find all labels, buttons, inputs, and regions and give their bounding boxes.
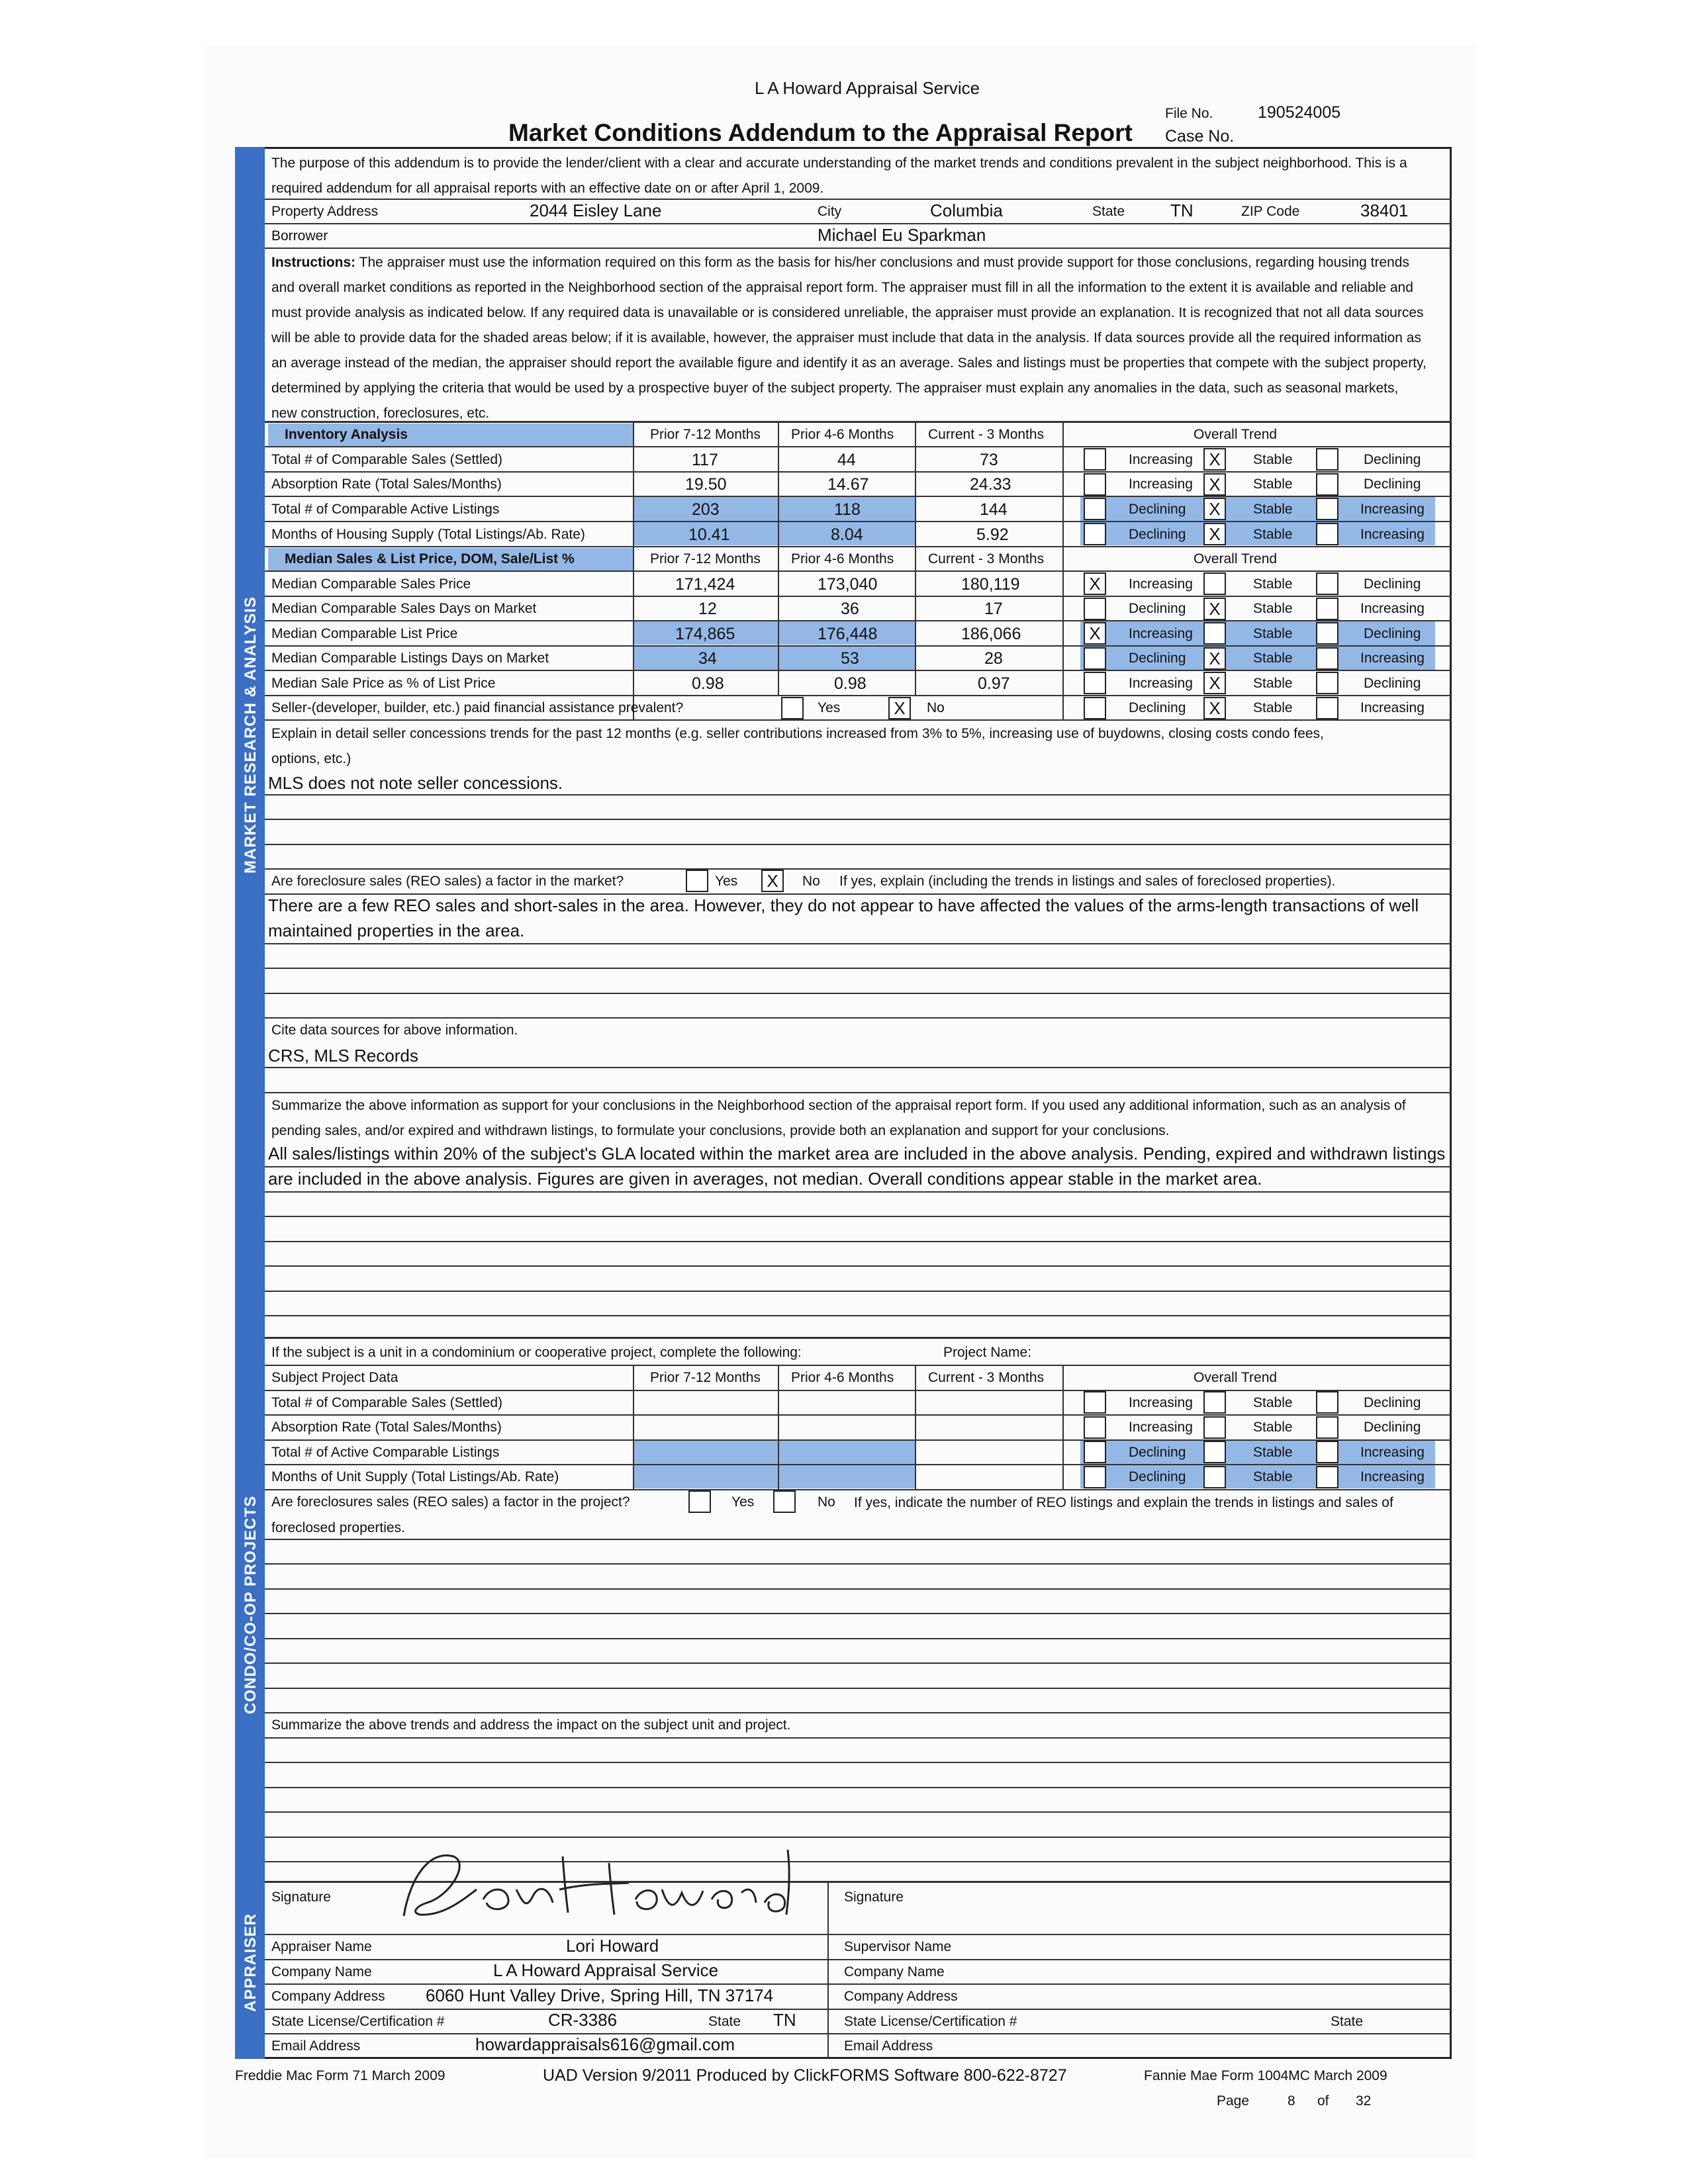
page-number: 8 [1288, 2093, 1295, 2109]
trend-checkbox[interactable]: X [1203, 672, 1226, 694]
col-rule [915, 421, 916, 695]
property-zip[interactable]: 38401 [1360, 201, 1409, 220]
condo-summarize-label: Summarize the above trends and address the impact on the subject unit and project. [271, 1717, 791, 1733]
trend-checkbox[interactable] [1203, 1466, 1226, 1488]
col-header: Prior 7-12 Months [650, 551, 761, 567]
value-cell[interactable]: 73 [980, 451, 998, 469]
rule [265, 695, 1452, 696]
trend-label: Increasing [1129, 477, 1193, 492]
trend-checkbox[interactable] [1316, 473, 1338, 496]
inventory-title: Inventory Analysis [285, 427, 408, 442]
seller-yes-checkbox[interactable] [781, 697, 804, 719]
value-cell[interactable]: 34 [698, 649, 717, 668]
condo-reo-explain: If yes, indicate the number of REO listings and explain the trends in listings and sales of foreclosed properties. [271, 1495, 1393, 1535]
trend-label: Stable [1253, 651, 1293, 666]
trend-label: Increasing [1360, 651, 1425, 666]
value-cell[interactable]: 176,448 [818, 625, 878, 643]
value-cell[interactable]: 12 [698, 600, 717, 618]
value-cell[interactable]: 53 [841, 649, 859, 668]
trend-checkbox[interactable]: X [1203, 598, 1226, 620]
trend-label: Stable [1253, 502, 1293, 517]
col-header: Overall Trend [1194, 1370, 1278, 1385]
trend-label: Increasing [1360, 502, 1425, 517]
rule [265, 570, 1452, 572]
trend-checkbox[interactable]: X [1084, 572, 1106, 595]
trend-label: Declining [1129, 700, 1186, 715]
address-label: Property Address [271, 204, 379, 219]
rule [265, 248, 1452, 249]
row-label: Absorption Rate (Total Sales/Months) [271, 477, 502, 492]
seller-label: Seller-(developer, builder, etc.) paid financial assistance prevalent? [271, 700, 684, 715]
col-rule [1062, 421, 1064, 719]
footer-left: Freddie Mac Form 71 March 2009 [235, 2068, 445, 2083]
col-header: Overall Trend [1194, 551, 1278, 567]
value-cell[interactable]: 171,424 [675, 575, 735, 594]
trend-checkbox[interactable] [1084, 647, 1106, 670]
value-cell[interactable]: 173,040 [818, 575, 878, 594]
condo-reo-yes-label: Yes [731, 1494, 755, 1510]
reo-answer[interactable]: There are a few REO sales and short-sales in the area. However, they do not appear to have affected the values of the arms-length transactions of well maintained properties in the area. [268, 895, 1419, 940]
trend-checkbox[interactable] [1316, 1391, 1338, 1414]
appraiser-sidebar-label: APPRAISER [242, 1913, 259, 2012]
trend-checkbox[interactable]: X [1084, 622, 1106, 645]
rule [265, 1762, 1452, 1763]
trend-label: Declining [1364, 1395, 1421, 1410]
trend-checkbox[interactable] [1203, 622, 1226, 645]
trend-checkbox[interactable] [1084, 498, 1106, 520]
trend-checkbox[interactable] [1316, 622, 1338, 645]
col-rule [1062, 1365, 1064, 1489]
rule [265, 1241, 1452, 1242]
trend-checkbox[interactable] [1316, 572, 1338, 595]
instructions-text: The appraiser must use the information required on this form as the basis for his/her conclusions and must provide support for those conclusions, regarding housing trends and overall market conditions as reported in the Neighborhood section of the appraisal report form. The appraiser must fill in all the information to the extent it is available and reliable and must provide analysis as indicated below. If any required data is unavailable or is considered unreliable, the appraiser must provide an explanation. It is recognized that not all data sources will be able to provide data for the shaded areas below; if it is available, however, the appraiser must include that data in the analysis. If data sources provide all the required information as an average instead of the median, the appraiser should report the available figure and identify it as an average. Sales and listings must be properties that compete with the subject property, determined by applying the criteria that would be used by a prospective buyer of the subject property. The appraiser must explain any anomalies in the data, such as seasonal markets, new construction, foreclosures, etc. [271, 255, 1427, 421]
trend-checkbox[interactable] [1203, 572, 1226, 595]
trend-label: Stable [1253, 700, 1293, 715]
value-cell[interactable]: 0.98 [834, 674, 867, 693]
appraiser-name-label: Appraiser Name [271, 1939, 372, 1954]
rule [265, 1390, 1452, 1391]
rule [265, 596, 1452, 597]
trend-checkbox[interactable] [1316, 598, 1338, 620]
subject-project-label: Subject Project Data [271, 1370, 399, 1385]
trend-label: Increasing [1129, 676, 1193, 691]
rule [265, 496, 1452, 497]
rule [265, 1688, 1452, 1689]
trend-checkbox[interactable] [1316, 1466, 1338, 1488]
page-of-label: of [1317, 2093, 1329, 2109]
value-cell[interactable]: 19.50 [685, 475, 727, 494]
row-label: Total # of Comparable Sales (Settled) [271, 1395, 503, 1410]
market-sidebar-label: MARKET RESEARCH & ANALYSIS [242, 596, 259, 874]
trend-label: Stable [1253, 626, 1293, 641]
value-cell[interactable]: 8.04 [831, 525, 863, 544]
trend-label: Increasing [1129, 1420, 1193, 1435]
concessions-answer[interactable]: MLS does not note seller concessions. [268, 773, 563, 793]
value-cell[interactable]: 10.41 [688, 525, 730, 544]
value-cell[interactable]: 28 [984, 649, 1003, 668]
trend-checkbox[interactable] [1316, 523, 1338, 545]
trend-checkbox[interactable] [1316, 672, 1338, 694]
file-no-label: File No. [1165, 106, 1213, 121]
col-header: Overall Trend [1194, 427, 1278, 442]
reo-no-checkbox[interactable]: X [761, 870, 784, 892]
page-label: Page [1217, 2093, 1250, 2109]
rule [265, 546, 1452, 547]
trend-checkbox[interactable] [1084, 473, 1106, 496]
property-state[interactable]: TN [1170, 201, 1194, 220]
col-rule [915, 1365, 916, 1489]
row-label: Total # of Comparable Active Listings [271, 502, 500, 517]
trend-label: Stable [1253, 452, 1293, 467]
property-city[interactable]: Columbia [930, 201, 1003, 220]
trend-checkbox[interactable] [1203, 1391, 1226, 1414]
trend-checkbox[interactable] [1084, 1391, 1106, 1414]
trend-checkbox[interactable] [1316, 498, 1338, 520]
col-header: Prior 4-6 Months [791, 1370, 894, 1385]
trend-label: Declining [1129, 1469, 1186, 1484]
rule [265, 1315, 1452, 1316]
rule [265, 1365, 1452, 1366]
rule [265, 223, 1452, 224]
row-label: Median Comparable List Price [271, 626, 458, 641]
col-header: Prior 4-6 Months [791, 427, 894, 442]
trend-checkbox[interactable]: X [1203, 523, 1226, 545]
trend-label: Declining [1364, 1420, 1421, 1435]
rule [265, 1439, 1452, 1441]
company-address-label: Company Address [271, 1989, 385, 2004]
supervisor-address-label: Company Address [844, 1989, 958, 2004]
col-header: Prior 4-6 Months [791, 551, 894, 567]
row-label: Median Comparable Sales Price [271, 576, 471, 592]
trend-checkbox[interactable] [1316, 448, 1338, 471]
appraiser-state[interactable]: TN [773, 2010, 796, 2030]
trend-label: Increasing [1360, 1445, 1425, 1460]
rule [265, 670, 1452, 671]
footer-right: Fannie Mae Form 1004MC March 2009 [1144, 2068, 1387, 2083]
condo-intro: If the subject is a unit in a condominium or cooperative project, complete the following: [271, 1345, 802, 1360]
license[interactable]: CR-3386 [548, 2010, 618, 2030]
trend-checkbox[interactable] [1316, 1416, 1338, 1439]
trend-label: Increasing [1360, 601, 1425, 616]
col-header: Current - 3 Months [928, 1370, 1045, 1385]
condo-sidebar-label: CONDO/CO-OP PROJECTS [242, 1495, 259, 1714]
trend-label: Declining [1129, 527, 1186, 542]
trend-label: Stable [1253, 527, 1293, 542]
col-header: Current - 3 Months [928, 551, 1045, 567]
list-dom-shade [633, 646, 915, 670]
trend-label: Stable [1253, 1445, 1293, 1460]
trend-checkbox[interactable] [1203, 1441, 1226, 1463]
rule [265, 1337, 1452, 1339]
company-name[interactable]: L A Howard Appraisal Service [493, 1960, 719, 1980]
rule [265, 1983, 1452, 1985]
col-header: Prior 7-12 Months [650, 1370, 761, 1385]
page-total: 32 [1356, 2093, 1372, 2109]
trend-label: Declining [1129, 651, 1186, 666]
trend-label: Stable [1253, 1420, 1293, 1435]
instructions-label: Instructions: [271, 255, 356, 270]
rule [265, 943, 1452, 944]
trend-label: Increasing [1129, 452, 1193, 467]
col-header: Current - 3 Months [928, 427, 1045, 442]
row-label: Absorption Rate (Total Sales/Months) [271, 1420, 502, 1435]
trend-label: Declining [1364, 477, 1421, 492]
trend-label: Increasing [1129, 1395, 1193, 1410]
col-rule [827, 1881, 829, 2059]
value-cell[interactable]: 36 [841, 600, 859, 618]
rule [265, 1216, 1452, 1217]
value-cell[interactable]: 144 [980, 500, 1008, 519]
trend-label: Stable [1253, 676, 1293, 691]
rule [265, 1588, 1452, 1590]
signature-graphic [391, 1837, 821, 1936]
reo-yes-checkbox[interactable] [686, 870, 708, 892]
reo-yes-label: Yes [715, 874, 738, 889]
rule [265, 1959, 1452, 1960]
value-cell[interactable]: 203 [692, 500, 720, 519]
appraiser-name[interactable]: Lori Howard [566, 1936, 659, 1956]
rule [265, 1712, 1452, 1713]
license-label: State License/Certification # [271, 2014, 445, 2029]
rule [265, 868, 1452, 870]
rule [265, 1662, 1452, 1664]
trend-checkbox[interactable] [1084, 672, 1106, 694]
rule [265, 794, 1452, 796]
rule [265, 1017, 1452, 1019]
appraiser-signature[interactable] [391, 1837, 821, 1936]
col-header: Prior 7-12 Months [650, 427, 761, 442]
supervisor-state-label: State [1331, 2014, 1364, 2029]
state-label: State [1092, 204, 1125, 219]
supervisor-email-label: Email Address [844, 2038, 933, 2054]
rule [265, 1464, 1452, 1465]
reo-no-label: No [802, 874, 820, 889]
seller-yes-label: Yes [818, 700, 841, 715]
rule [265, 1265, 1452, 1267]
company-address[interactable]: 6060 Hunt Valley Drive, Spring Hill, TN 37174 [426, 1985, 774, 2005]
row-label: Median Sale Price as % of List Price [271, 676, 496, 691]
rule [265, 1414, 1452, 1416]
rule [265, 968, 1452, 969]
rule [265, 719, 1452, 721]
seller-no-label: No [927, 700, 945, 715]
form-title: Market Conditions Addendum to the Appraisal Report [508, 119, 1133, 146]
median-title: Median Sales & List Price, DOM, Sale/List % [285, 551, 575, 567]
rule [265, 844, 1452, 845]
trend-checkbox[interactable] [1203, 1416, 1226, 1439]
trend-checkbox[interactable] [1084, 523, 1106, 545]
value-cell[interactable]: 174,865 [675, 625, 735, 643]
trend-checkbox[interactable]: X [1203, 697, 1226, 719]
company-header: L A Howard Appraisal Service [755, 78, 980, 98]
trend-label: Stable [1253, 601, 1293, 616]
value-cell[interactable]: 17 [984, 600, 1003, 618]
trend-label: Declining [1129, 1445, 1186, 1460]
trend-label: Declining [1364, 576, 1421, 592]
borrower[interactable]: Michael Eu Sparkman [818, 225, 986, 245]
company-name-label: Company Name [271, 1964, 372, 1979]
value-cell[interactable]: 44 [837, 451, 856, 469]
rule [265, 2009, 1452, 2010]
rule [265, 1811, 1452, 1813]
email[interactable]: howardappraisals616@gmail.com [475, 2034, 735, 2054]
trend-label: Increasing [1129, 576, 1193, 592]
trend-label: Stable [1253, 477, 1293, 492]
purpose-text: The purpose of this addendum is to provide the lender/client with a clear and accurate understanding of the market trends and conditions prevalent in the subject neighborhood. This is a required addendum for all appraisal reports with an effective date on or after April 1, 2009. [271, 156, 1407, 196]
supervisor-name-label: Supervisor Name [844, 1939, 952, 1954]
trend-checkbox[interactable] [1316, 647, 1338, 670]
trend-checkbox[interactable] [1084, 697, 1106, 719]
row-label: Months of Unit Supply (Total Listings/Ab. Rate) [271, 1469, 559, 1484]
sources-answer[interactable]: CRS, MLS Records [268, 1046, 418, 1066]
row-label: Median Comparable Listings Days on Market [271, 651, 549, 666]
value-cell[interactable]: 14.67 [827, 475, 869, 494]
row-label: Months of Housing Supply (Total Listings/Ab. Rate) [271, 527, 585, 542]
reo-explain: If yes, explain (including the trends in listings and sales of foreclosed properties). [839, 874, 1336, 889]
trend-checkbox[interactable]: X [1203, 647, 1226, 670]
project-name-label: Project Name: [943, 1345, 1032, 1360]
supervisor-company-label: Company Name [844, 1964, 945, 1979]
row-label: Total # of Active Comparable Listings [271, 1445, 500, 1460]
trend-label: Stable [1253, 576, 1293, 592]
footer-center: UAD Version 9/2011 Produced by ClickFORMS Software 800-622-8727 [543, 2066, 1067, 2085]
trend-label: Declining [1129, 601, 1186, 616]
rule [265, 1787, 1452, 1788]
trend-checkbox[interactable]: X [1203, 473, 1226, 496]
rule [265, 993, 1452, 994]
rule [265, 645, 1452, 647]
appraiser-signature-label: Signature [271, 1889, 331, 1905]
supervisor-signature-label: Signature [844, 1889, 904, 1905]
rule [265, 1291, 1452, 1292]
summary-label: Summarize the above information as support for your conclusions in the Neighborhood section of the appraisal report form. If you used any additional information, such as an analysis of pending sales, and/or expired and withdrawn listings, to formulate your conclusions, provide both an explanation and support for your conclusions. [271, 1098, 1406, 1138]
trend-label: Declining [1364, 626, 1421, 641]
row-label: Median Comparable Sales Days on Market [271, 601, 537, 616]
trend-label: Declining [1129, 502, 1186, 517]
trend-checkbox[interactable] [1084, 1441, 1106, 1463]
rule [265, 446, 1452, 447]
concessions-label: Explain in detail seller concessions trends for the past 12 months (e.g. seller contributions increased from 3% to 5%, increasing use of buydowns, closing costs condo fees, options, etc.) [271, 726, 1324, 766]
trend-label: Stable [1253, 1395, 1293, 1410]
supervisor-license-label: State License/Certification # [844, 2014, 1017, 2029]
borrower-label: Borrower [271, 228, 328, 244]
value-cell[interactable]: 118 [834, 500, 861, 519]
trend-checkbox[interactable] [1084, 448, 1106, 471]
rule [265, 1613, 1452, 1614]
col-rule [633, 421, 634, 719]
col-rule [778, 1365, 779, 1489]
rule [265, 1563, 1452, 1565]
condo-reo-label: Are foreclosures sales (REO sales) a factor in the project? [271, 1494, 630, 1510]
value-cell[interactable]: 24.33 [970, 475, 1011, 494]
sources-label: Cite data sources for above information. [271, 1023, 518, 1038]
trend-label: Increasing [1360, 1469, 1425, 1484]
trend-label: Stable [1253, 1469, 1293, 1484]
rule [265, 620, 1452, 621]
value-cell[interactable]: 186,066 [961, 625, 1021, 643]
city-label: City [818, 204, 842, 219]
trend-checkbox[interactable] [1084, 1466, 1106, 1488]
rule [265, 819, 1452, 820]
reo-label: Are foreclosure sales (REO sales) a factor in the market? [271, 874, 624, 889]
trend-checkbox[interactable] [1316, 1441, 1338, 1463]
trend-label: Increasing [1129, 626, 1193, 641]
trend-checkbox[interactable]: X [1203, 448, 1226, 471]
value-cell[interactable]: 5.92 [976, 525, 1009, 544]
rule [265, 471, 1452, 473]
case-no-label: Case No. [1165, 127, 1235, 146]
seller-no-checkbox[interactable]: X [888, 697, 911, 719]
trend-checkbox[interactable] [1084, 598, 1106, 620]
rule [265, 1638, 1452, 1639]
rule [265, 2033, 1452, 2034]
trend-label: Declining [1364, 676, 1421, 691]
rule [265, 521, 1452, 522]
trend-label: Increasing [1360, 700, 1425, 715]
trend-label: Increasing [1360, 527, 1425, 542]
condo-reo-no-label: No [818, 1494, 835, 1510]
zip-label: ZIP Code [1241, 204, 1300, 219]
value-cell[interactable]: 0.97 [978, 674, 1010, 693]
value-cell[interactable]: 180,119 [961, 575, 1020, 594]
value-cell[interactable]: 117 [692, 451, 718, 469]
property-address[interactable]: 2044 Eisley Lane [530, 201, 662, 220]
email-label: Email Address [271, 2038, 361, 2054]
summary-answer[interactable]: All sales/listings within 20% of the subject's GLA located within the market area are included in the above analysis. Pending, expired and withdrawn listings are included in the above analysis. Figures are given in averages, not median. Overall conditions appear stable in the market area. [268, 1144, 1446, 1189]
trend-checkbox[interactable]: X [1203, 498, 1226, 520]
rule [265, 1737, 1452, 1739]
row-label: Total # of Comparable Sales (Settled) [271, 452, 503, 467]
rule [265, 1067, 1452, 1068]
col-rule [633, 1365, 634, 1489]
file-no: 190524005 [1258, 103, 1341, 122]
value-cell[interactable]: 0.98 [692, 674, 724, 693]
trend-checkbox[interactable] [1316, 697, 1338, 719]
trend-label: Declining [1364, 452, 1421, 467]
trend-checkbox[interactable] [1084, 1416, 1106, 1439]
rule [265, 1191, 1452, 1193]
col-rule [778, 421, 779, 695]
appraiser-state-label: State [708, 2014, 741, 2029]
